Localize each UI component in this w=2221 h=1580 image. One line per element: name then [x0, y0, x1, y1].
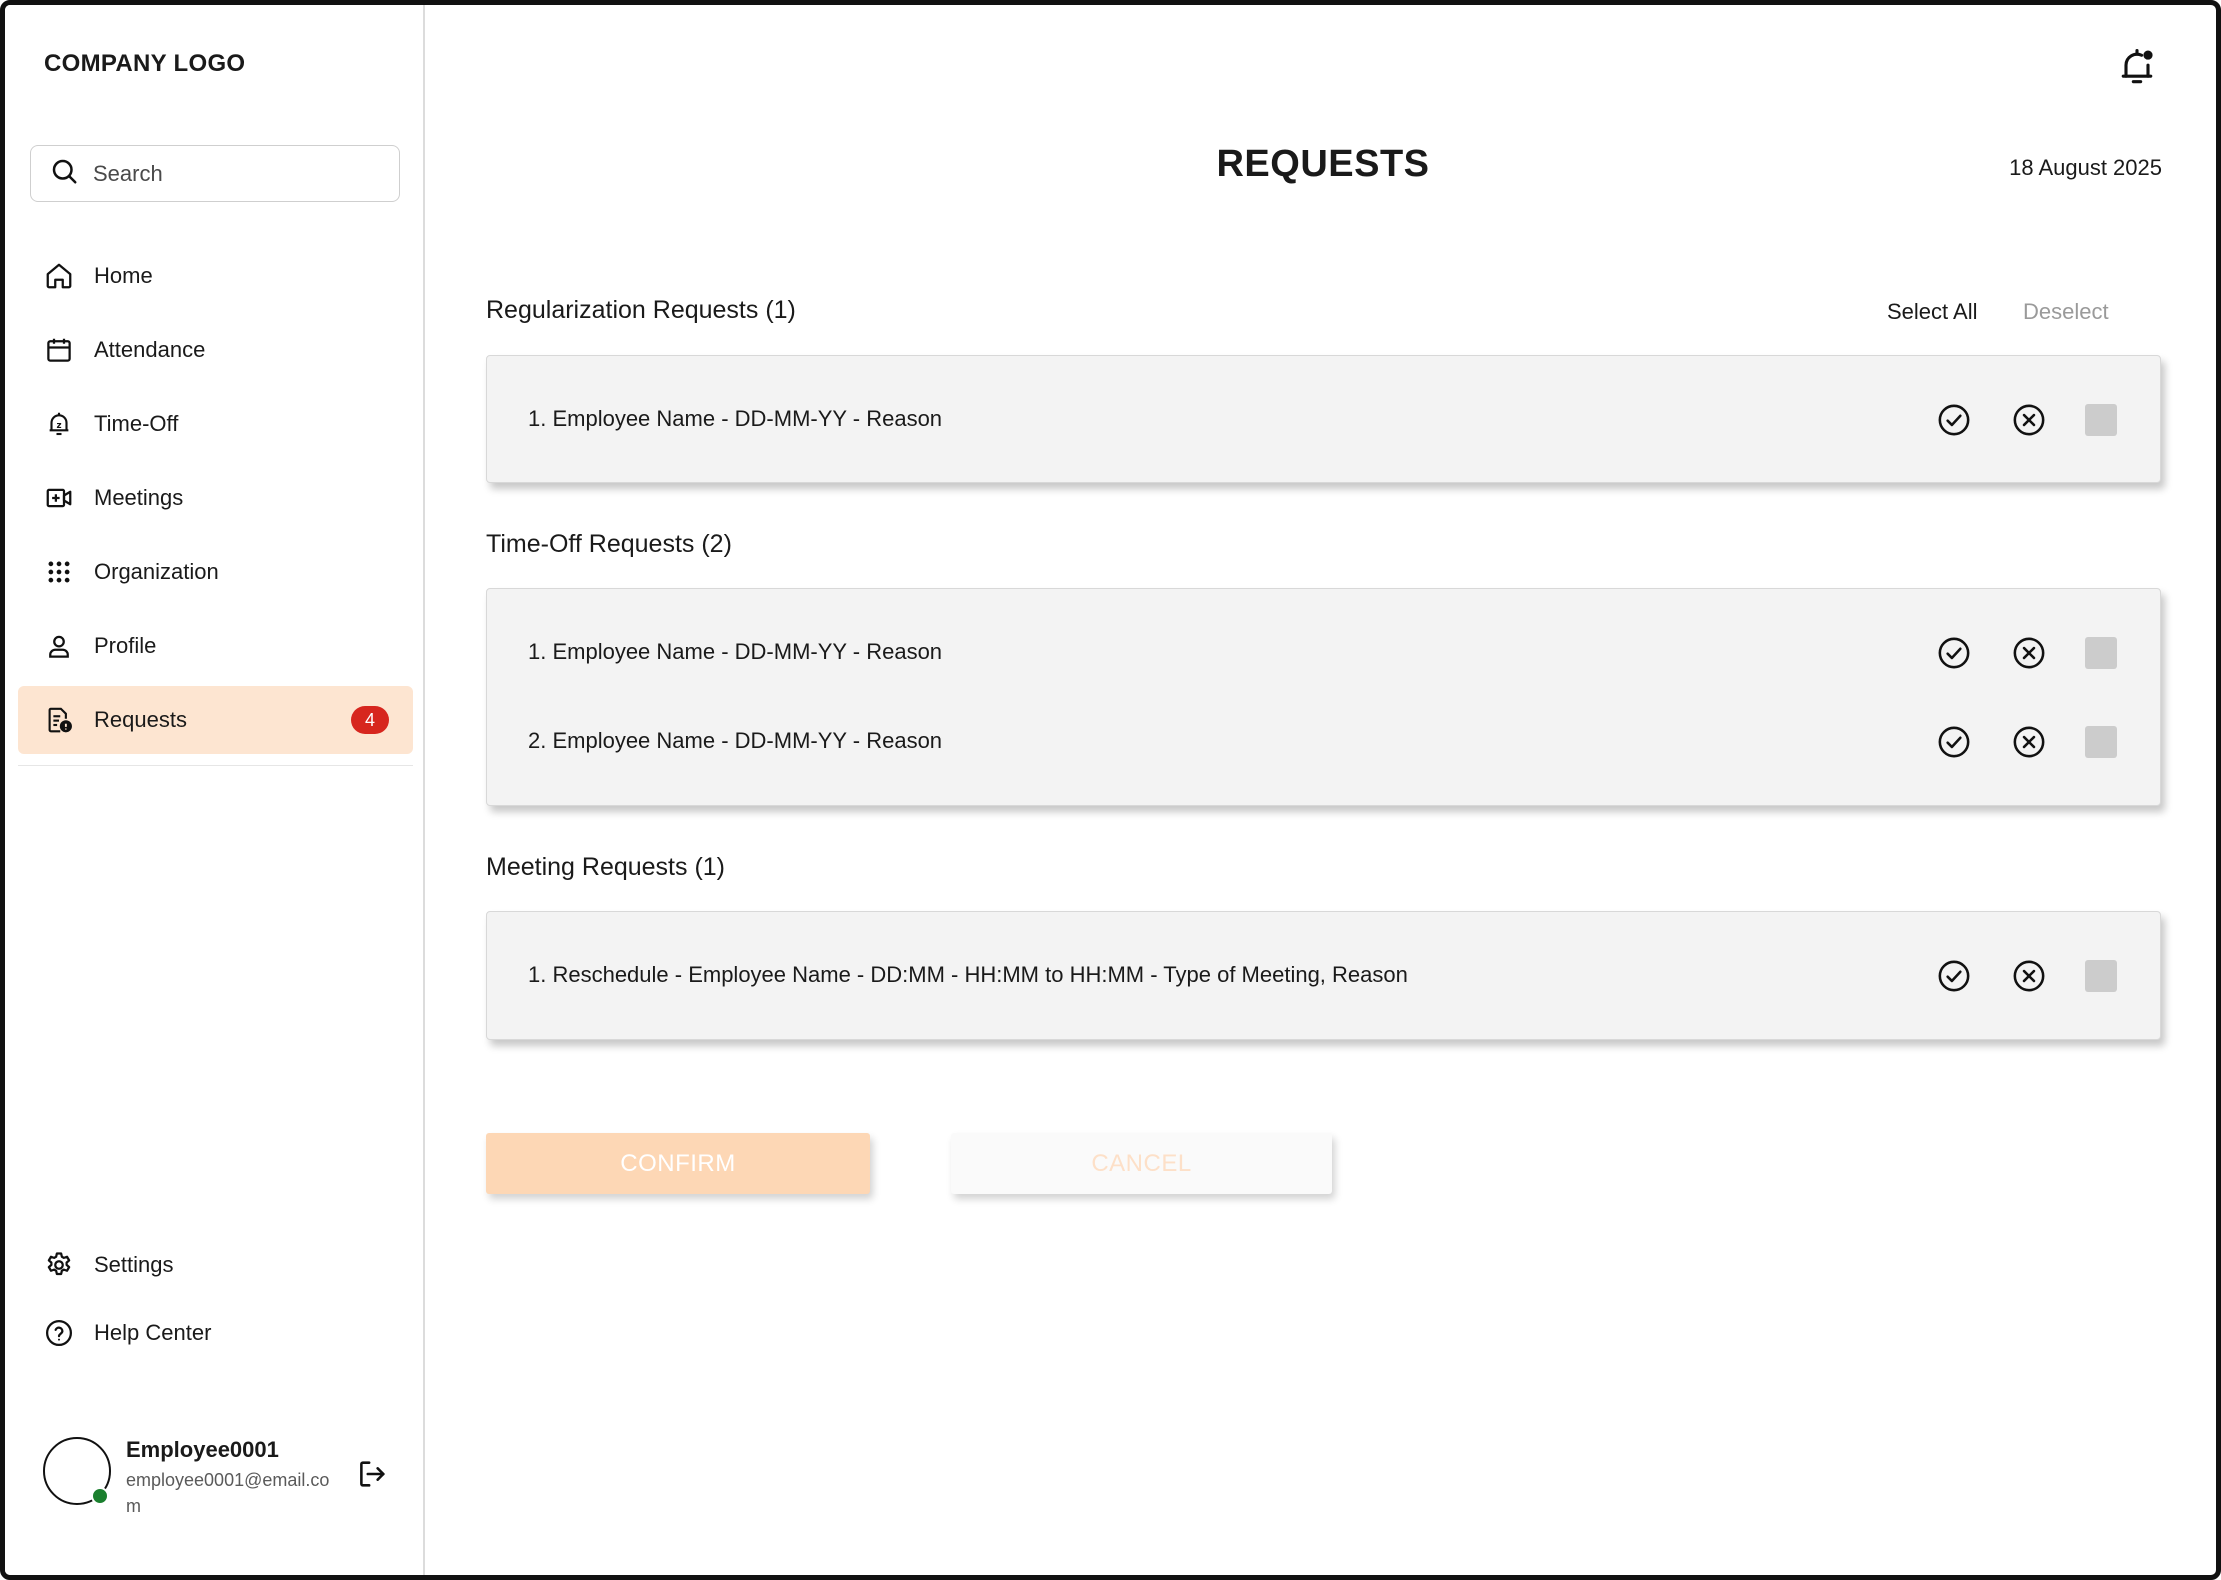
reject-x-icon[interactable]: [2012, 959, 2046, 993]
help-icon: [44, 1318, 74, 1348]
user-icon: [44, 631, 74, 661]
select-checkbox[interactable]: [2085, 726, 2117, 758]
sidebar-item-attendance[interactable]: [18, 316, 413, 384]
list-item: [487, 712, 2160, 772]
request-text: 2. Employee Name - DD-MM-YY - Reason: [528, 728, 943, 753]
request-text: 1. Employee Name - DD-MM-YY - Reason: [528, 406, 943, 431]
deselect-button[interactable]: Deselect: [2023, 299, 2109, 324]
list-item: [487, 946, 2160, 1006]
sidebar-item-label: Meetings: [94, 485, 184, 510]
approve-check-icon[interactable]: [1937, 403, 1971, 437]
regularization-section-title: Regularization Requests (1): [486, 296, 796, 324]
company-logo: COMPANY LOGO: [44, 50, 246, 77]
timeoff-requests-card: [486, 588, 2161, 806]
svg-text:z: z: [56, 420, 62, 431]
request-doc-icon: [44, 705, 74, 735]
sidebar-item-time-off[interactable]: [18, 390, 413, 458]
sidebar-item-label: Time-Off: [94, 411, 179, 436]
approve-check-icon[interactable]: [1937, 636, 1971, 670]
reject-x-icon[interactable]: [2012, 725, 2046, 759]
time-off-icon: [44, 409, 74, 439]
search-input[interactable]: [93, 161, 383, 187]
video-add-icon: [44, 483, 74, 513]
requests-count-badge: 4: [351, 706, 389, 734]
sidebar: [5, 5, 425, 1575]
sidebar-item-label: Organization: [94, 559, 219, 584]
grid-dots-icon: [44, 557, 74, 587]
sidebar-item-organization[interactable]: [18, 538, 413, 606]
sidebar-item-profile[interactable]: [18, 612, 413, 680]
sidebar-item-label: Requests: [94, 707, 187, 732]
notification-bell-icon[interactable]: [2115, 45, 2159, 89]
cancel-button[interactable]: CANCEL: [951, 1133, 1332, 1194]
sidebar-item-label: Help Center: [94, 1320, 212, 1345]
request-text: 1. Employee Name - DD-MM-YY - Reason: [528, 639, 943, 664]
sidebar-item-home[interactable]: [18, 242, 413, 310]
select-all-button[interactable]: Select All: [1887, 299, 1978, 324]
list-item: [487, 390, 2160, 450]
calendar-icon: [44, 335, 74, 365]
sidebar-divider: [18, 765, 413, 766]
list-item: [487, 623, 2160, 683]
regularization-requests-card: [486, 355, 2161, 483]
sidebar-item-help-center[interactable]: [18, 1299, 413, 1367]
select-checkbox[interactable]: [2085, 404, 2117, 436]
user-email: employee0001@email.com: [126, 1470, 330, 1516]
reject-x-icon[interactable]: [2012, 636, 2046, 670]
current-date: 18 August 2025: [2009, 155, 2162, 180]
home-icon: [44, 261, 74, 291]
gear-icon: [44, 1250, 74, 1280]
sidebar-item-label: Profile: [94, 633, 157, 658]
approve-check-icon[interactable]: [1937, 959, 1971, 993]
approve-check-icon[interactable]: [1937, 725, 1971, 759]
timeoff-section-title: Time-Off Requests (2): [486, 530, 732, 558]
user-name: Employee0001: [126, 1437, 279, 1462]
meeting-requests-card: [486, 911, 2161, 1040]
sidebar-item-label: Settings: [94, 1252, 174, 1277]
meeting-section-title: Meeting Requests (1): [486, 853, 726, 881]
sidebar-item-settings[interactable]: [18, 1231, 413, 1299]
page-title: REQUESTS: [1216, 143, 1430, 185]
request-text: 1. Reschedule - Employee Name - DD:MM - HH:MM to HH:MM - Type of Meeting, Reason: [528, 962, 1408, 987]
online-status-dot: [91, 1487, 109, 1505]
reject-x-icon[interactable]: [2012, 403, 2046, 437]
sidebar-item-label: Home: [94, 263, 153, 288]
user-profile-card: [43, 1437, 403, 1517]
sidebar-item-label: Attendance: [94, 337, 206, 362]
logout-icon[interactable]: [355, 1457, 389, 1491]
sidebar-item-meetings[interactable]: [18, 464, 413, 532]
select-checkbox[interactable]: [2085, 637, 2117, 669]
sidebar-item-requests[interactable]: [18, 686, 413, 754]
confirm-button[interactable]: CONFIRM: [486, 1133, 870, 1194]
search-icon: [49, 156, 79, 191]
search-box[interactable]: [30, 145, 400, 202]
select-checkbox[interactable]: [2085, 960, 2117, 992]
